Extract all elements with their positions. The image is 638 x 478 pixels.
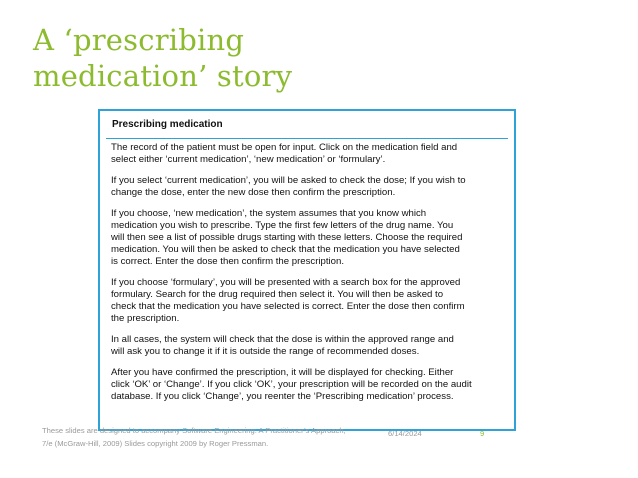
story-line: After you have confirmed the prescription, it will be displayed for checking. Either (111, 367, 454, 378)
story-paragraph (111, 142, 509, 166)
story-line: change the dose, enter the new dose then confirm the prescription. (111, 187, 396, 198)
story-line: is correct. Enter the dose then confirm the prescription. (111, 256, 345, 267)
story-line: will ask you to change it if it is outside the range of recommended doses. (111, 346, 420, 357)
story-paragraph (111, 208, 509, 268)
story-header (106, 116, 508, 139)
story-line: formulary. Search for the drug required then select it. You will then be asked to (111, 289, 444, 300)
story-box (98, 109, 516, 431)
slide-title (33, 22, 393, 94)
story-line: If you choose, ‘new medication’, the system assumes that you know which (111, 208, 427, 219)
story-paragraph (111, 175, 509, 199)
footer-note-line: These slides are designed to accompany Software Engineering: A Practitioner’s Approach, (42, 426, 346, 435)
story-line: the prescription. (111, 313, 180, 324)
story-line: The record of the patient must be open for input. Click on the medication field and (111, 142, 458, 153)
story-line: check that the medication you have selected is correct. Enter the dose then confirm (111, 301, 465, 312)
story-paragraph (111, 334, 509, 358)
footer-note-line: 7/e (McGraw-Hill, 2009) Slides copyright 2009 by Roger Pressman. (42, 439, 269, 448)
story-line: If you choose ‘formulary’, you will be presented with a search box for the approved (111, 277, 461, 288)
story-line: medication you wish to prescribe. Type the first few letters of the drug name. You (111, 220, 454, 231)
story-line: database. If you click ‘Change’, you reenter the ‘Prescribing medication’ process. (111, 391, 454, 402)
slide-title-line: medication’ story (33, 59, 293, 93)
story-heading: Prescribing medication (112, 119, 223, 130)
slide-title-line: A ‘prescribing (33, 23, 245, 57)
footer-page-number: 9 (480, 429, 485, 438)
story-line: In all cases, the system will check that the dose is within the approved range and (111, 334, 454, 345)
story-body (111, 142, 509, 412)
story-paragraph (111, 367, 509, 403)
story-line: medication. You will then be asked to check that the medication you have selected (111, 244, 460, 255)
story-line: will then see a list of possible drugs starting with these letters. Choose the required (111, 232, 463, 243)
footer-copyright-note (42, 424, 382, 450)
story-line: If you select ‘current medication’, you will be asked to check the dose; If you wish to (111, 175, 466, 186)
story-line: click ‘OK’ or ‘Change’. If you click ‘OK’, your prescription will be recorded on the audit (111, 379, 472, 390)
story-line: select either ‘current medication’, ‘new medication’ or ‘formulary’. (111, 154, 386, 165)
story-paragraph (111, 277, 509, 325)
footer-date: 6/14/2024 (388, 429, 422, 438)
